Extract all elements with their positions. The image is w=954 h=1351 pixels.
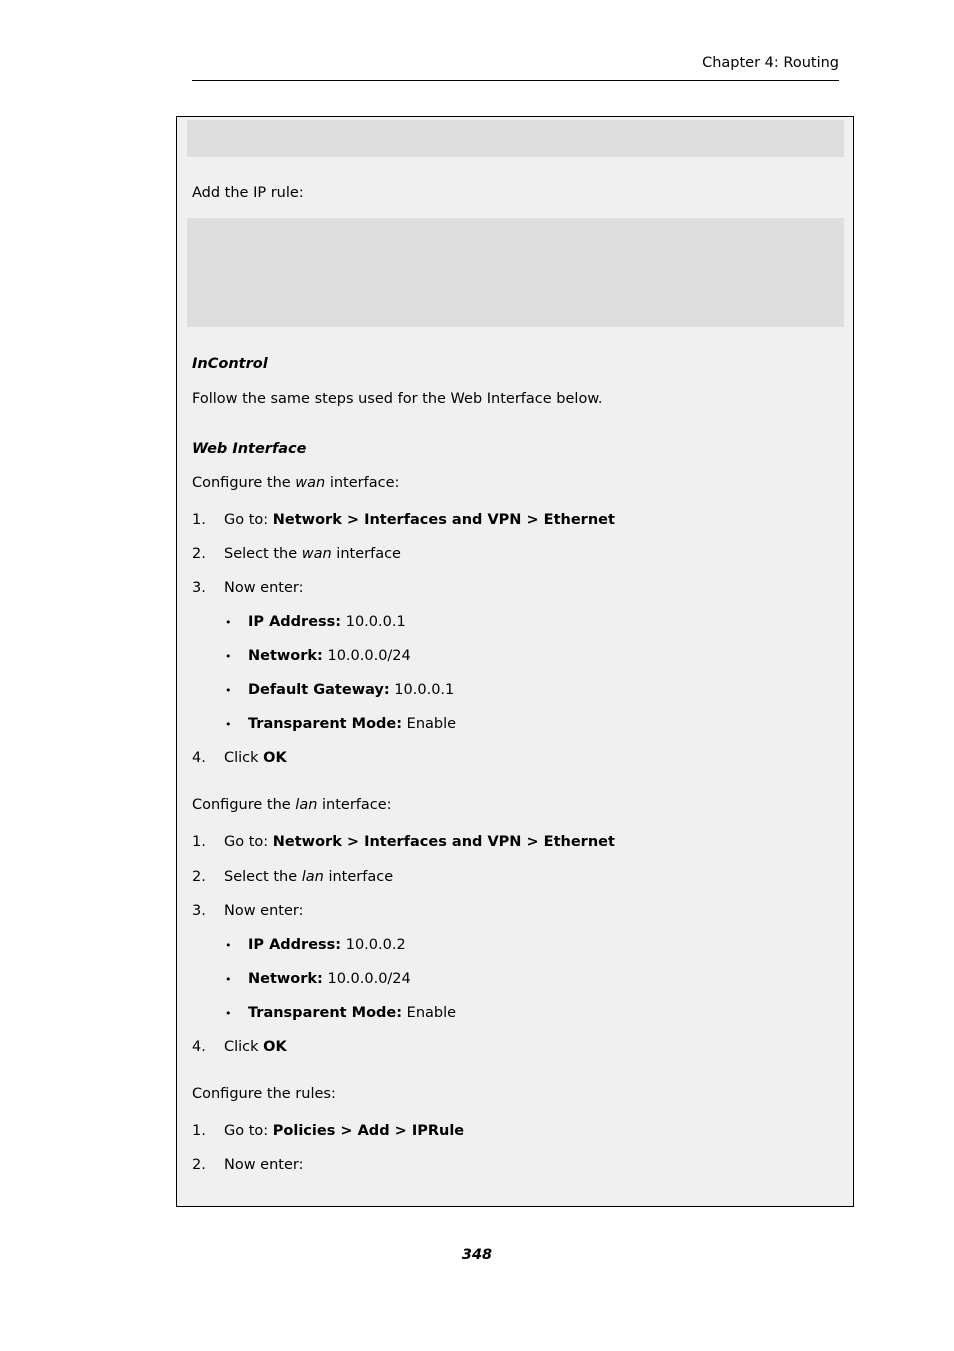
list-item: Click OK [224,750,287,766]
step-number: 1. [192,512,206,528]
add-ip-rule-text: Add the IP rule: [192,185,304,201]
page-header [192,52,839,81]
list-item: Transparent Mode: Enable [248,1005,457,1021]
bullet-icon: • [225,973,232,986]
step-number: 2. [192,869,206,885]
bullet-icon: • [225,684,232,697]
step-number: 4. [192,1039,206,1055]
incontrol-text: Follow the same steps used for the Web Interface below. [192,391,603,407]
example-box [176,116,854,1207]
code-block [187,120,844,157]
list-item: Go to: Network > Interfaces and VPN > Ethernet [224,834,615,850]
list-item: Go to: Policies > Add > IPRule [224,1123,465,1139]
list-item: Transparent Mode: Enable [248,716,457,732]
step-number: 1. [192,1123,206,1139]
list-item: Select the lan interface [224,869,394,885]
list-item: Network: 10.0.0.0/24 [248,971,411,987]
rules-intro: Configure the rules: [192,1086,336,1102]
list-item: Network: 10.0.0.0/24 [248,648,411,664]
bullet-icon: • [225,616,232,629]
lan-intro: Configure the lan interface: [192,797,392,813]
step-number: 3. [192,580,206,596]
list-item: Go to: Network > Interfaces and VPN > Ethernet [224,512,615,528]
bullet-icon: • [225,718,232,731]
list-item: Default Gateway: 10.0.0.1 [248,682,455,698]
list-item: Click OK [224,1039,287,1055]
web-interface-heading: Web Interface [192,441,307,457]
step-number: 2. [192,546,206,562]
list-item: Now enter: [224,1157,304,1173]
list-item: IP Address: 10.0.0.1 [248,614,406,630]
code-block [187,218,844,327]
list-item: Now enter: [224,903,304,919]
list-item: Select the wan interface [224,546,401,562]
chapter-title: Chapter 4: Routing [702,55,839,71]
wan-intro: Configure the wan interface: [192,475,400,491]
step-number: 4. [192,750,206,766]
step-number: 3. [192,903,206,919]
page-number: 348 [461,1247,493,1263]
list-item: Now enter: [224,580,304,596]
step-number: 1. [192,834,206,850]
bullet-icon: • [225,650,232,663]
incontrol-heading: InControl [192,356,268,372]
bullet-icon: • [225,1007,232,1020]
step-number: 2. [192,1157,206,1173]
bullet-icon: • [225,939,232,952]
list-item: IP Address: 10.0.0.2 [248,937,406,953]
